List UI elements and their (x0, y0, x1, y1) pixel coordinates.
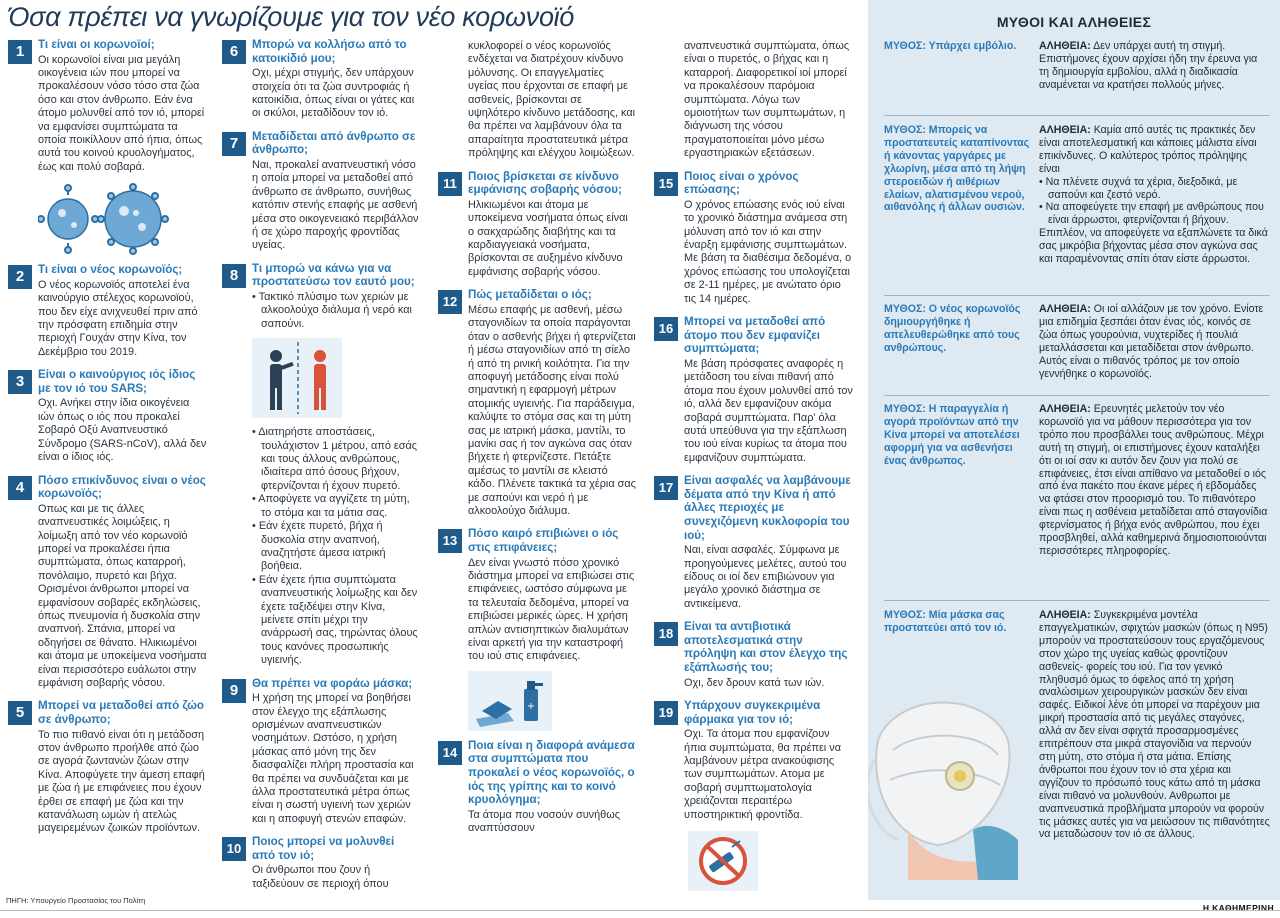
section-title: Είναι ο καινούργιος ιός ίδιος με τον ιό του SARS; (38, 368, 196, 395)
truth-tail: Επιπλέον, να αποφεύγετε να εξαπλώνετε τα δικά σας μικρόβια βήχοντας μέσα στον αγκώνα σας και παραμένοντας σπίτι όταν είστε άρρωστοι. (1039, 227, 1268, 266)
section-title: Μπορεί να μεταδοθεί από άτομο που δεν εμφανίζει συμπτώματα; (684, 315, 826, 356)
protection-tip: • Εάν έχετε ήπια συμπτώματα αναπνευστικής λοίμωξης και δεν έχετε ταξιδέψει στην Κίνα, μείνετε σπίτι μέχρι την ανάρρωσή σας, τηρώντας όλους τους κανόνες προσωπικής υγιεινής. (252, 573, 418, 667)
section-number: 7 (222, 132, 246, 156)
section-title: Πόσο επικίνδυνος είναι ο νέος κορωνοϊός; (38, 473, 206, 501)
section-body (252, 291, 420, 331)
section-number: 12 (438, 290, 462, 314)
svg-text:+: + (526, 700, 536, 712)
section-body: Η χρήση της μπορεί να βοηθήσει στον έλεγχο της εξάπλωσης ορισμένων αναπνευστικών νοσημάτων. Ωστόσο, η χρήση μάσκας από μόνη της δεν διασφαλίζει πλήρη προστασία και θα πρέπει να συνδυάζεται και με άλλα προστατευτικά μέτρα όπως είναι η σωστή υγιεινή των χεριών και η αποφυγή στενών επαφών. (252, 692, 414, 825)
section-body: Οχι. Τα άτομα που εμφανίζουν ήπια συμπτώματα, θα πρέπει να λαμβάνουν μέτρα ανακούφισης των συμπτωμάτων. Ατομα με σοβαρή συμπτωματολογία χρειάζονται περαιτέρω υποστηρικτική φροντίδα. (684, 728, 841, 821)
section-number: 3 (8, 370, 32, 394)
section-body: Τα άτομα που νοσούν συνήθως αναπτύσσουν (468, 808, 620, 835)
protection-tips-list (222, 426, 420, 667)
section-13 (438, 527, 636, 663)
section-18 (654, 620, 854, 690)
section-title: Πώς μεταδίδεται ο ιός; (468, 288, 592, 302)
truth-body: Δεν υπάρχει αυτή τη στιγμή. Επιστήμονες έχουν αρχίσει ήδη την έρευνα για τη δημιουργία εμβολίου, αλλά η διαδικασία αναμένεται να κρατήσει πολλούς μήνες. (1039, 40, 1258, 91)
myth-text: ΜΥΘΟΣ: Ο νέος κορωνοϊός δημιουργήθηκε ή απελευθερώθηκε από τους ανθρώπους. (884, 303, 1021, 354)
myth-text: ΜΥΘΟΣ: Μπορείς να προστατευτείς καταπίνοντας ή κάνοντας γαργάρες με χλωρίνη, μέσα από τη λήψη στεροειδών ή αιθέριων ελαίων, αλατισμένου νερού, αιθανόλης ή άλλων ουσιών. (884, 124, 1030, 214)
section-title: Υπάρχουν συγκεκριμένα φάρμακα για τον ιό; (684, 698, 821, 726)
divider (884, 295, 1270, 296)
section-number: 17 (654, 476, 678, 500)
section-10 (222, 835, 420, 891)
section-body: Οι κορωνοϊοί είναι μια μεγάλη οικογένεια ιών που μπορεί να προκαλέσουν νόσο τόσο στα ζώα όσο και στον άνθρωπο. Εάν ένα άτομο μολυνθεί από τον ιό, μπορεί να εμφανίσει συμπτώματα τα οποία ποικίλλουν από ήπια, όπως αυτά του κοινού κρυολογήματος, έως και πολύ σοβαρά. (38, 53, 205, 173)
section-number: 4 (8, 476, 32, 500)
section-body: Οχι, μέχρι στιγμής, δεν υπάρχουν στοιχεία ότι τα ζώα συντροφιάς ή κατοικίδια, όπως είναι οι γάτες και οι σκύλοι, μεταδίδουν τον ιό. (252, 67, 415, 120)
section-number: 16 (654, 317, 678, 341)
virus-illustration (38, 183, 188, 255)
section-title: Θα πρέπει να φοράω μάσκα; (252, 676, 413, 690)
section-4 (8, 474, 208, 691)
section-body: Οι άνθρωποι που ζουν ή ταξιδεύουν σε περιοχή όπου (252, 864, 389, 890)
section-number: 13 (438, 529, 462, 553)
section-body: Ναι, είναι ασφαλές. Σύμφωνα με προηγούμενες μελέτες, αυτού του είδους οι ιοί δεν επιβιώνουν για μεγάλο χρονικό διάστημα σε αντικείμενα. (684, 544, 847, 610)
section-body: Μέσω επαφής με ασθενή, μέσω σταγονιδίων τα οποία παράγονται όταν ο ασθενής βήχει ή φτερνίζεται ή μέσω σταγονιδίων από τη σίελο ή από τη ρινική κοιλότητα. Για την αποφυγή μετάδοσης είναι πολύ σημαντική η εφαρμογή μέτρων ατομικής υγιεινής. Για παράδειγμα, καλύψτε το στόμα σας και τη μύτη σας με ιατρική μάσκα, μαντίλι, το μανίκι σας ή τον αγκώνα σας όταν βήχετε ή φτερνίζεστε. Πετάξτε αμέσως το μαντίλι σε κλειστό κάδο. Πλένετε τακτικά τα χέρια σας με σαπούνι και νερό ή με αλκοολούχο διάλυμα. (468, 303, 636, 517)
truth-text (1039, 609, 1270, 841)
truth-label: ΑΛΗΘΕΙΑ: (1039, 303, 1091, 315)
section-body: Ο χρόνος επώασης ενός ιού είναι το χρονικό διάστημα ανάμεσα στη μόλυνση από τον ιό και στην έναρξη εμφάνισης συμπτωμάτων. Με βάση τα διαθέσιμα δεδομένα, ο χρόνος επώασης του υπολογίζεται σε 2-11 ημέρες, με ανώτατο όριο τις 14 ημέρες. (684, 198, 852, 305)
column-2 (222, 38, 420, 900)
section-1 (8, 38, 208, 174)
myth-text: ΜΥΘΟΣ: Υπάρχει εμβόλιο. (884, 40, 1017, 52)
section-body: Ο νέος κορωνοϊός αποτελεί ένα καινούργιο στέλεχος κορωνοϊού, που δεν είχε ανιχνευθεί πριν από την πρόσφατη επιδημία στην περιοχή Γουχάν στην Κίνα, τον Δεκέμβριο του 2019. (38, 278, 198, 358)
myths-panel (868, 0, 1280, 900)
myth-text: ΜΥΘΟΣ: Η παραγγελία ή αγορά προϊόντων από την Κίνα μπορεί να αποτελέσει αφορμή για να ασθενήσει ένας άνθρωπος. (884, 403, 1020, 467)
section-title: Τι είναι οι κορωνοϊοί; (38, 38, 155, 51)
section-number: 18 (654, 622, 678, 646)
truth-body: Συγκεκριμένα μοντέλα επαγγελματικών, σφιχτών μασκών (όπως η N95) μπορούν να προστατεύσουν τους εργαζόμενους στον χώρο της υγείας καθώς φροντίζουν ασθενείς- φορείς του ιού. Για τον γενικό πληθυσμό όμως το όφελος από τη χρήση αναλώσιμων χειρουργικών μασκών δεν είναι σαφές. Ειδικοί λένε ότι μπορεί να παρέχουν μια μικρή προστασία από τις μεγάλες σταγόνες, αλλά αν δεν είναι σφιχτά προσαρμοσμένες επιτρέπουν στα μικρά σταγονίδια να περνούν στη μύτη, στο στόμα ή στα μάτια. Επίσης άνθρωποι που έχουν τον ιό στα χέρια και αγγίζουν το πρόσωπό τους κάτω από τη μάσκα είναι πιθανό να μολυνθούν. Ανθρωποι με αναπνευστικά προβλήματα μπορούν να φορούν τις μάσκες αυτές για να μειώσουν τις πιθανότητες να μεταδώσουν τον ιό σε άλλους. (1039, 609, 1270, 841)
footer-rule (0, 910, 1280, 918)
divider (884, 115, 1270, 116)
section-title: Πόσο καιρό επιβιώνει ο ιός στις επιφάνειες; (468, 527, 619, 554)
truth-label: ΑΛΗΘΕΙΑ: (1039, 124, 1091, 136)
section-body: Το πιο πιθανό είναι ότι η μετάδοση στον άνθρωπο προήλθε από ζώο σε αγορά ζωντανών ζώων στην Κίνα. Αποφύγετε την άμεση επαφή με ζώα ή με επιφάνειες που έχουν έρθει σε επαφή με ζώα και την κατανάλωση ωμών ή ατελώς μαγειρεμένων ζωικών προϊόντων. (38, 728, 205, 835)
section-number: 14 (438, 741, 462, 765)
section-body: Οχι. Ανήκει στην ίδια οικογένεια ιών όπως ο ιός που προκαλεί Σοβαρό Οξύ Αναπνευστικό Σύνδρομο (SARS-nCoV), αλλά δεν είναι ο ίδιος ιός. (38, 397, 207, 464)
section-8 (222, 262, 420, 331)
truth-text (1039, 303, 1270, 380)
section-title: Ποιος βρίσκεται σε κίνδυνο εμφάνισης σοβαρής νόσου; (468, 169, 622, 197)
protection-tip: • Αποφύγετε να αγγίζετε τη μύτη, το στόμα και τα μάτια σας. (252, 493, 410, 519)
section-14 (438, 739, 636, 836)
section-2 (8, 263, 208, 359)
n95-mask-photo (868, 680, 1022, 880)
section-11 (438, 170, 636, 280)
section-body: Οχι, δεν δρουν κατά των ιών. (684, 676, 825, 689)
section-number: 1 (8, 40, 32, 64)
section-number: 11 (438, 172, 462, 196)
section-number: 5 (8, 701, 32, 725)
page-headline: Όσα πρέπει να γνωρίζουμε για τον νέο κορωνοϊό (8, 2, 575, 32)
section-16 (654, 315, 854, 465)
section-number: 15 (654, 172, 678, 196)
section-title: Τι μπορώ να κάνω για να προστατεύσω τον εαυτό μου; (252, 261, 415, 289)
section-body: Δεν είναι γνωστό πόσο χρονικό διάστημα μπορεί να επιβιώσει στις επιφάνειες, ωστόσο σύμφωνα με τα τελευταία δεδομένα, μπορεί να επιβιώσει μερικές ώρες. Η χρήση απλών αντισηπτικών διαλυμάτων είναι αρκετή για την καταστροφή του ιού στις επιφάνειες. (468, 556, 635, 663)
section-title: Ποιος μπορεί να μολυνθεί από τον ιό; (252, 835, 395, 862)
section-number: 6 (222, 40, 246, 64)
myth-text: ΜΥΘΟΣ: Μία μάσκα σας προστατεύει από τον ιό. (884, 609, 1007, 634)
column-3 (438, 40, 636, 845)
section-10-continued: κυκλοφορεί ο νέος κορωνοϊός ενδέχεται να διατρέχουν κίνδυνο μόλυνσης. Οι επαγγελματίες υγείας που έρχονται σε επαφή με ασθενείς, βρίσκονται σε υψηλότερο κίνδυνο μετάδοσης, και θα πρέπει να λαμβάνουν όλα τα απαραίτητα προστατευτικά μέτρα πρόληψης και ελέγχου λοιμώξεων. (468, 40, 636, 160)
truth-text (1039, 124, 1270, 266)
divider (884, 395, 1270, 396)
truth-label: ΑΛΗΘΕΙΑ: (1039, 403, 1091, 415)
prevention-tip: • Να πλένετε συχνά τα χέρια, διεξοδικά, με σαπούνι και ζεστό νερό. (1039, 175, 1238, 201)
protection-tip: • Τακτικό πλύσιμο των χεριών με αλκοολούχο διάλυμα ή νερό και σαπούνι. (252, 291, 412, 330)
section-title: Μεταδίδεται από άνθρωπο σε άνθρωπο; (252, 129, 416, 157)
truth-text (1039, 403, 1270, 558)
publisher-logo: Η ΚΑΘΗΜΕΡΙΝΗ (1202, 903, 1274, 913)
section-title: Είναι τα αντιβιοτικά αποτελεσματικά στην πρόληψη και στον έλεγχο της εξάπλωσής του; (684, 620, 848, 674)
section-12 (438, 288, 636, 518)
truth-body: Καμία από αυτές τις πρακτικές δεν είναι αποτελεσματική και κάποιες μάλιστα είναι επικίνδυνες. Ο καλύτερος τρόπος πρόληψης είναι (1039, 124, 1257, 175)
section-body: Ηλικιωμένοι και άτομα με υποκείμενα νοσήματα όπως είναι ο σακχαρώδης διαβήτης και τα καρδιαγγειακά νοσήματα, βρίσκονται σε αυξημένο κίνδυνο εμφάνισης σοβαρής νόσου. (468, 198, 628, 278)
section-9 (222, 677, 420, 827)
section-title: Τι είναι ο νέος κορωνοϊός; (38, 263, 183, 277)
section-body: Οπως και με τις άλλες αναπνευστικές λοιμώξεις, η λοίμωξη από τον νέο κορωνοϊό μπορεί να προκαλέσει ήπια συμπτώματα, όπως καταρροή, πονόλαιμο, πυρετό και βήχα. Ορισμένοι άνθρωποι μπορεί να εμφανίσουν σοβαρές εκδηλώσεις, όπως πνευμονία ή δυσκολία στην αναπνοή. Σπάνια, μπορεί να οδηγήσει σε θάνατο. Ηλικιωμένοι και άτομα με υποκείμενα νοσήματα είναι περισσότερο ευάλωτοι στην εμφάνιση σοβαρής νόσου. (38, 502, 207, 689)
truth-body: Οι ιοί αλλάζουν με τον χρόνο. Ενίοτε μια επιδημία ξεσπάει όταν ένας ιός, κοινός σε ζώα όπως γουρούνια, νυχτερίδες ή πουλιά μεταλλάσσεται και μεταδίδεται στον άνθρωπο. Αυτός είναι ο πιθανός τρόπος με τον οποίο γεννήθηκε ο κορωνοϊός. (1039, 303, 1264, 380)
protection-tip: • Εάν έχετε πυρετό, βήχα ή δυσκολία στην αναπνοή, αναζητήστε άμεσα ιατρική βοήθεια. (252, 520, 386, 573)
distance-illustration (252, 338, 342, 418)
source-credit: ΠΗΓΗ: Υπουργείο Προστασίας του Πολίτη (6, 896, 146, 905)
section-number: 10 (222, 837, 246, 861)
truth-label: ΑΛΗΘΕΙΑ: (1039, 609, 1091, 621)
myths-panel-title: ΜΥΘΟΙ ΚΑΙ ΑΛΗΘΕΙΕΣ (996, 14, 1152, 30)
truth-body: Ερευνητές μελετούν τον νέο κορωνοϊό για να μάθουν περισσότερα για τον τρόπο που προσβάλλει τους ανθρώπους. Μέχρι αυτή τη στιγμή, οι επιστήμονες έχουν καταλήξει ότι οι ιοί σαν κι αυτόν δεν ζουν για πολύ σε επιφάνειες, έτσι είναι απίθανο να μεταδοθεί ο ιός από ένα πακέτο που έκανε μέρες ή εβδομάδες να φτάσει στον προορισμό του. Το πιθανότερο είναι πως η ασθένεια μεταδίδεται από σταγονίδια φτερνίσματος ή βήχα ενός ανθρώπου, που έχει προσβληθεί, αλλά καθημερινά δημοσιοποιούνται περισσότερες πληροφορίες. (1039, 403, 1268, 557)
section-number: 8 (222, 264, 246, 288)
section-6 (222, 38, 420, 121)
section-3 (8, 368, 208, 464)
section-title: Μπορεί να μεταδοθεί από ζώο σε άνθρωπο; (38, 699, 204, 726)
section-7 (222, 130, 420, 253)
section-17 (654, 474, 854, 611)
section-title: Ποια είναι η διαφορά ανάμεσα στα συμπτώματα που προκαλεί ο νέος κορωνοϊός, ο ιός της γρίπης και το κοινό κρυολόγημα; (468, 738, 635, 807)
section-title: Ποιος είναι ο χρόνος επώασης; (684, 169, 799, 197)
section-19 (654, 699, 854, 822)
prevention-tip: • Να αποφεύγετε την επαφή με ανθρώπους που είναι άρρωστοι, φτερνίζονται ή βήχουν. (1039, 201, 1264, 227)
disinfection-illustration (468, 671, 552, 731)
section-title: Είναι ασφαλές να λαμβάνουμε δέματα από την Κίνα ή από άλλες περιοχές με συνεχιζόμενη κυκλοφορία του ιού; (684, 474, 851, 542)
section-number: 19 (654, 701, 678, 725)
truth-text (1039, 40, 1270, 92)
column-1 (8, 38, 208, 845)
section-body: Με βάση πρόσφατες αναφορές η μετάδοση του είναι πιθανή από άτομα που έχουν μολυνθεί από τον ιό, αλλά δεν εμφανίζουν ακόμα σοβαρά συμπτώματα. Παρ' όλα αυτά υπεύθυνα για την εξάπλωση του ιού είναι κυρίως τα άτομα που εμφανίζουν συμπτώματα. (684, 357, 853, 464)
section-14-continued: αναπνευστικά συμπτώματα, όπως είναι ο πυρετός, ο βήχας και η καταρροή. Διαφορετικοί ιοί μπορεί να προκαλέσουν παρόμοια συμπτώματα. Λόγω των ομοιοτήτων των συμπτωμάτων, η διάγνωση της νόσου πραγματοποιείται μόνο μέσω εργαστηριακών εξετάσεων. (684, 40, 850, 160)
section-number: 2 (8, 265, 32, 289)
column-4 (654, 40, 854, 899)
section-body: Ναι, προκαλεί αναπνευστική νόσο η οποία μπορεί να μεταδοθεί από άνθρωπο σε άνθρωπο, συνήθως κατόπιν στενής επαφής με ασθενή μέσα στο οικογενειακό περιβάλλον ή σε χώρο παροχής φροντίδας υγείας. (252, 159, 419, 252)
truth-label: ΑΛΗΘΕΙΑ: (1039, 40, 1091, 52)
no-antibiotics-icon (688, 831, 758, 891)
section-title: Μπορώ να κολλήσω από το κατοικίδιό μου; (252, 38, 407, 65)
protection-tip: • Διατηρήστε αποστάσεις, τουλάχιστον 1 μέτρου, από εσάς και τους άλλους ανθρώπους, ιδιαίτερα από όσους βήχουν, φτερνίζονται ή έχουν πυρετό. (252, 426, 418, 492)
section-5 (8, 699, 208, 835)
section-15 (654, 170, 854, 306)
divider (884, 600, 1270, 601)
section-number: 9 (222, 679, 246, 703)
